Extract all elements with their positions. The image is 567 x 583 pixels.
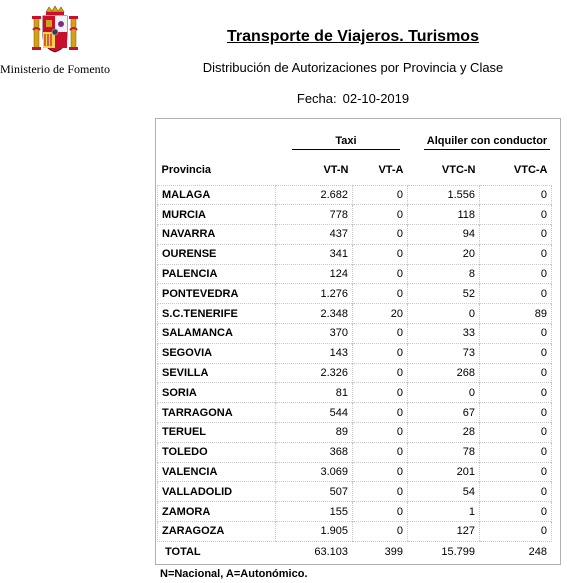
cell-vt-a: 0 [353, 442, 408, 462]
cell-vtc-n: 54 [408, 482, 480, 502]
cell-vtc-a: 0 [480, 284, 552, 304]
cell-vt-n: 544 [276, 403, 353, 423]
cell-vt-n: 124 [276, 264, 353, 284]
cell-provincia: MURCIA [158, 205, 276, 225]
cell-vt-a: 0 [353, 324, 408, 344]
cell-vt-a: 0 [353, 185, 408, 205]
cell-vt-n: 778 [276, 205, 353, 225]
table-row [158, 304, 552, 324]
cell-provincia: SEVILLA [158, 363, 276, 383]
table-row [158, 522, 552, 542]
total-vtc-a: 248 [528, 546, 547, 558]
cell-provincia: NAVARRA [158, 225, 276, 245]
column-header-vtc-n: VTC-N [441, 164, 476, 176]
cell-vtc-n: 0 [408, 304, 480, 324]
table-row [158, 482, 552, 502]
cell-vt-a: 0 [353, 225, 408, 245]
cell-vt-a: 0 [353, 423, 408, 443]
cell-provincia: OURENSE [158, 244, 276, 264]
cell-vt-n: 341 [276, 244, 353, 264]
cell-provincia: TARRAGONA [158, 403, 276, 423]
footnote: N=Nacional, A=Autonómico. [160, 568, 308, 580]
cell-vt-a: 0 [353, 482, 408, 502]
cell-vtc-a: 0 [480, 482, 552, 502]
cell-vtc-n: 67 [408, 403, 480, 423]
table-row [158, 324, 552, 344]
table-row [158, 284, 552, 304]
table-row [158, 502, 552, 522]
cell-provincia: VALLADOLID [158, 482, 276, 502]
cell-vt-n: 370 [276, 324, 353, 344]
cell-vtc-a: 0 [480, 225, 552, 245]
cell-provincia: S.C.TENERIFE [158, 304, 276, 324]
cell-vt-a: 0 [353, 403, 408, 423]
cell-vtc-a: 0 [480, 522, 552, 542]
cell-provincia: ZAMORA [158, 502, 276, 522]
table-row [158, 225, 552, 245]
cell-provincia: SORIA [158, 383, 276, 403]
cell-vtc-n: 1.556 [408, 185, 480, 205]
cell-vtc-n: 78 [408, 442, 480, 462]
table-row [158, 383, 552, 403]
cell-vtc-a: 0 [480, 244, 552, 264]
column-header-vtc-a: VTC-A [513, 164, 548, 176]
cell-vtc-a: 0 [480, 502, 552, 522]
cell-vtc-n: 118 [408, 205, 480, 225]
cell-vtc-a: 0 [480, 343, 552, 363]
total-vt-a: 399 [384, 546, 403, 558]
authorizations-table [157, 159, 552, 542]
cell-provincia: TERUEL [158, 423, 276, 443]
cell-provincia: VALENCIA [158, 462, 276, 482]
cell-provincia: SALAMANCA [158, 324, 276, 344]
cell-vt-n: 368 [276, 442, 353, 462]
cell-vtc-n: 52 [408, 284, 480, 304]
cell-vtc-a: 0 [480, 264, 552, 284]
cell-vtc-a: 0 [480, 442, 552, 462]
cell-vtc-a: 89 [480, 304, 552, 324]
cell-provincia: PONTEVEDRA [158, 284, 276, 304]
cell-vt-a: 0 [353, 264, 408, 284]
column-header-vt-n: VT-N [323, 164, 349, 176]
cell-vt-a: 0 [353, 343, 408, 363]
cell-vtc-n: 28 [408, 423, 480, 443]
cell-vtc-a: 0 [480, 205, 552, 225]
cell-vt-n: 155 [276, 502, 353, 522]
cell-provincia: MALAGA [158, 185, 276, 205]
cell-vt-a: 0 [353, 502, 408, 522]
column-header-vt-a: VT-A [378, 164, 404, 176]
table-row [158, 442, 552, 462]
totals-label: TOTAL [165, 546, 201, 558]
ministry-name: Ministerio de Fomento [0, 62, 110, 76]
cell-vt-a: 20 [353, 304, 408, 324]
table-row [158, 205, 552, 225]
column-header-row [158, 159, 552, 181]
cell-provincia: PALENCIA [158, 264, 276, 284]
cell-vt-n: 1.905 [276, 522, 353, 542]
cell-provincia: ZARAGOZA [158, 522, 276, 542]
cell-vt-a: 0 [353, 284, 408, 304]
cell-vtc-n: 73 [408, 343, 480, 363]
report-date [180, 91, 526, 106]
table-row [158, 462, 552, 482]
cell-vtc-a: 0 [480, 363, 552, 383]
cell-vtc-n: 201 [408, 462, 480, 482]
totals-row [157, 543, 551, 561]
cell-vtc-n: 94 [408, 225, 480, 245]
cell-vt-n: 437 [276, 225, 353, 245]
cell-vtc-a: 0 [480, 423, 552, 443]
group-underline-vtc [424, 149, 550, 150]
cell-vt-n: 89 [276, 423, 353, 443]
cell-vt-n: 2.682 [276, 185, 353, 205]
cell-vtc-n: 20 [408, 244, 480, 264]
column-header-provincia: Provincia [161, 164, 212, 176]
cell-vtc-n: 8 [408, 264, 480, 284]
cell-vt-a: 0 [353, 205, 408, 225]
table-row [158, 343, 552, 363]
cell-vtc-n: 1 [408, 502, 480, 522]
date-value: 02-10-2019 [342, 91, 410, 106]
page-title: Transporte de Viajeros. Turismos [227, 28, 479, 45]
table-row [158, 264, 552, 284]
cell-provincia: TOLEDO [158, 442, 276, 462]
page-subtitle: Distribución de Autorizaciones por Provincia y Clase [202, 60, 504, 75]
date-label: Fecha: [296, 91, 337, 106]
group-header-taxi: Taxi [335, 135, 357, 147]
coat-of-arms-logo [30, 4, 80, 56]
cell-provincia: SEGOVIA [158, 343, 276, 363]
table-row [158, 403, 552, 423]
cell-vt-n: 1.276 [276, 284, 353, 304]
cell-vt-n: 81 [276, 383, 353, 403]
group-underline-taxi [292, 149, 400, 150]
cell-vt-a: 0 [353, 522, 408, 542]
cell-vtc-n: 0 [408, 383, 480, 403]
cell-vt-a: 0 [353, 244, 408, 264]
cell-vtc-a: 0 [480, 403, 552, 423]
total-vtc-n: 15.799 [441, 546, 475, 558]
cell-vt-n: 2.348 [276, 304, 353, 324]
total-vt-n: 63.103 [314, 546, 348, 558]
table-row [158, 185, 552, 205]
cell-vtc-a: 0 [480, 462, 552, 482]
cell-vt-n: 143 [276, 343, 353, 363]
cell-vt-a: 0 [353, 462, 408, 482]
cell-vt-n: 3.069 [276, 462, 353, 482]
cell-vt-a: 0 [353, 363, 408, 383]
cell-vtc-n: 127 [408, 522, 480, 542]
cell-vtc-n: 33 [408, 324, 480, 344]
group-header-vtc: Alquiler con conductor [426, 135, 548, 147]
cell-vtc-a: 0 [480, 185, 552, 205]
cell-vt-a: 0 [353, 383, 408, 403]
cell-vtc-n: 268 [408, 363, 480, 383]
table-row [158, 363, 552, 383]
cell-vt-n: 2.326 [276, 363, 353, 383]
table-row [158, 244, 552, 264]
cell-vtc-a: 0 [480, 324, 552, 344]
cell-vt-n: 507 [276, 482, 353, 502]
table-row [158, 423, 552, 443]
cell-vtc-a: 0 [480, 383, 552, 403]
